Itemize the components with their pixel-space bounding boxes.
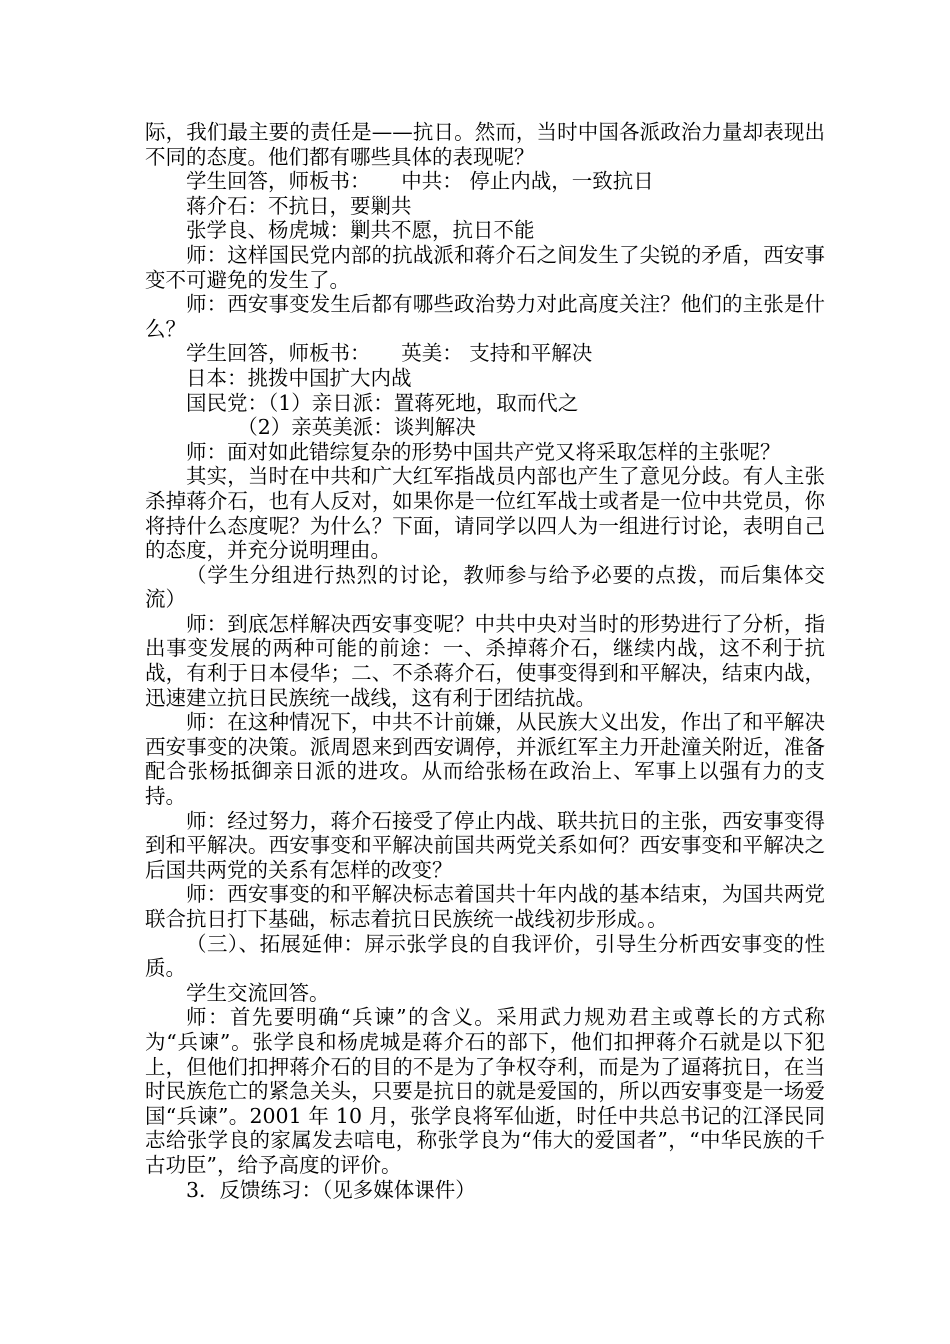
- paragraph-16: 师：经过努力，蒋介石接受了停止内战、联共抗日的主张，西安事变得到和平解决。西安事变和平解决前国共两党关系如何？西安事变和平解决之后国共两党的关系有怎样的改变？: [145, 808, 825, 882]
- paragraph-9: 国民党：（1）亲日派：置蒋死地，取而代之: [186, 390, 579, 415]
- paragraph-17: 师：西安事变的和平解决标志着国共十年内战的基本结束，为国共两党联合抗日打下基础，标志着抗日民族统一战线初步形成。。: [145, 882, 825, 931]
- paragraph-14: 师：到底怎样解决西安事变呢？中共中央对当时的形势进行了分析，指出事变发展的两种可能的前途：一、杀掉蒋介石，继续内战，这不利于抗战，有利于日本侵华；二、不杀蒋介石，使事变得到和平解决，结束内战，迅速建立抗日民族统一战线，这有利于团结抗战。: [145, 611, 825, 710]
- paragraph-18: （三）、拓展延伸：屏示张学良的自我评价，引导生分析西安事变的性质。: [145, 931, 825, 981]
- paragraph-2: 学生回答，师板书： 中共： 停止内战，一致抗日: [186, 169, 654, 194]
- paragraph-5: 师：这样国民党内部的抗战派和蒋介石之间发生了尖锐的矛盾，西安事变不可避免的发生了。: [145, 242, 825, 292]
- paragraph-1: 际，我们最主要的责任是——抗日。然而，当时中国各派政治力量却表现出不同的态度。他们都有哪些具体的表现呢？: [145, 120, 825, 169]
- paragraph-3: 蒋介石：不抗日，要剿共: [186, 193, 412, 218]
- paragraph-19: 学生交流回答。: [186, 980, 330, 1005]
- paragraph-12: 其实，当时在中共和广大红军指战员内部也产生了意见分歧。有人主张杀掉蒋介石，也有人反对，如果你是一位红军战士或者是一位中共党员，你将持什么态度呢？为什么？下面，请同学以四人为一组进行讨论，表明自己的态度，并充分说明理由。: [145, 464, 825, 563]
- paragraph-4: 张学良、杨虎城：剿共不愿，抗日不能: [186, 218, 535, 243]
- paragraph-8: 日本：挑拨中国扩大内战: [186, 365, 412, 390]
- paragraph-7: 学生回答，师板书： 英美： 支持和平解决: [186, 341, 593, 366]
- paragraph-13: （学生分组进行热烈的讨论，教师参与给予必要的点拨，而后集体交流）: [145, 562, 825, 612]
- paragraph-21: 3．反馈练习：（见多媒体课件）: [186, 1177, 476, 1202]
- paragraph-15: 师：在这种情况下，中共不计前嫌，从民族大义出发，作出了和平解决西安事变的决策。派周恩来到西安调停，并派红军主力开赴潼关附近，准备配合张杨抵御亲日派的进攻。从而给张杨在政治上、军事上以强有力的支持。: [145, 710, 825, 809]
- paragraph-6: 师：西安事变发生后都有哪些政治势力对此高度关注？他们的主张是什么？: [145, 292, 825, 341]
- paragraph-10: （2）亲英美派：谈判解决: [237, 415, 476, 440]
- paragraph-20: 师：首先要明确“兵谏”的含义。采用武力规劝君主或尊长的方式称为“兵谏”。张学良和杨虎城是蒋介石的部下，他们扣押蒋介石就是以下犯上，但他们扣押蒋介石的目的不是为了争权夺利，而是为了逼蒋抗日，在当时民族危亡的紧急关头，只要是抗日的就是爱国的，所以西安事变是一场爱国“兵谏”。2001 年 10 月，张学良将军仙逝，时任中共总书记的江泽民同志给张学良的家属发去唁电，称张学良为“伟大的爱国者”，“中华民族的千古功臣”，给予高度的评价。: [145, 1005, 825, 1177]
- paragraph-11: 师：面对如此错综复杂的形势中国共产党又将采取怎样的主张呢？: [186, 439, 781, 464]
- document-body: [145, 120, 825, 1202]
